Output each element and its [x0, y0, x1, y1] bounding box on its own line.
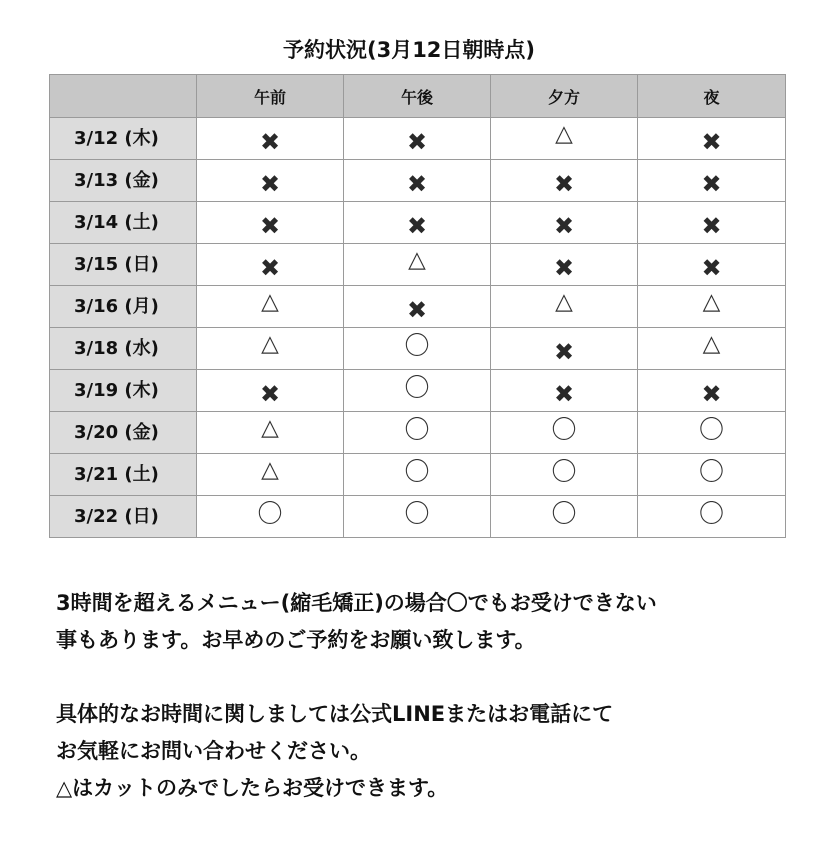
availability-mark: 〇 [404, 331, 430, 360]
date-cell: 3/14 (土) [50, 202, 197, 244]
date-cell: 3/16 (月) [50, 286, 197, 328]
slot-cell [344, 454, 491, 496]
availability-mark: 〇 [257, 499, 283, 528]
page-title: 予約状況(3月12日朝時点) [282, 38, 536, 62]
slot-cell [197, 118, 344, 160]
table-row [50, 454, 786, 496]
availability-mark: ✖ [406, 169, 428, 198]
slot-cell [344, 496, 491, 538]
availability-mark: 〇 [698, 499, 724, 528]
table-row [50, 118, 786, 160]
availability-mark: △ [702, 289, 721, 315]
availability-mark: 〇 [551, 499, 577, 528]
availability-mark: 〇 [404, 457, 430, 486]
table-row [50, 496, 786, 538]
note-line: 具体的なお時間に関しましては公式LINEまたはお電話にて [56, 702, 614, 726]
slot-cell [344, 370, 491, 412]
availability-mark: ✖ [701, 253, 722, 282]
date-cell: 3/19 (木) [50, 370, 197, 412]
slot-cell [491, 496, 638, 538]
slot-cell [638, 160, 786, 202]
slot-cell [491, 454, 638, 496]
slot-cell [344, 328, 491, 370]
slot-cell [491, 244, 638, 286]
availability-mark: ✖ [259, 379, 281, 408]
availability-mark: △ [702, 331, 721, 357]
availability-mark: ✖ [553, 211, 575, 240]
slot-cell [344, 202, 491, 244]
availability-mark: ✖ [701, 379, 722, 408]
date-cell: 3/21 (土) [50, 454, 197, 496]
availability-mark: 〇 [404, 373, 430, 402]
availability-mark: ✖ [259, 211, 281, 240]
date-cell: 3/15 (日) [50, 244, 197, 286]
slot-cell [491, 370, 638, 412]
slot-cell [638, 370, 786, 412]
slot-cell [344, 412, 491, 454]
header-cell-morning: 午前 [197, 75, 344, 118]
slot-cell [344, 244, 491, 286]
table-row [50, 244, 786, 286]
availability-mark: 〇 [551, 415, 577, 444]
note-line: お気軽にお問い合わせください。 [56, 739, 371, 763]
slot-cell [491, 286, 638, 328]
availability-mark: ✖ [406, 295, 428, 324]
slot-cell [197, 454, 344, 496]
table-row [50, 286, 786, 328]
slot-cell [197, 412, 344, 454]
availability-mark: ✖ [553, 337, 575, 366]
slot-cell [638, 202, 786, 244]
date-cell: 3/13 (金) [50, 160, 197, 202]
date-cell: 3/18 (水) [50, 328, 197, 370]
slot-cell [638, 328, 786, 370]
availability-mark: 〇 [551, 457, 577, 486]
slot-cell [344, 286, 491, 328]
notes-block [56, 585, 796, 807]
availability-mark: △ [261, 457, 279, 483]
table-row [50, 370, 786, 412]
availability-mark: ✖ [259, 169, 281, 198]
availability-mark: ✖ [701, 169, 722, 198]
availability-mark: △ [555, 121, 573, 147]
availability-mark: ✖ [553, 253, 575, 282]
header-cell-afternoon: 午後 [344, 75, 491, 118]
slot-cell [197, 328, 344, 370]
date-cell: 3/22 (日) [50, 496, 197, 538]
slot-cell [344, 160, 491, 202]
header-row [50, 75, 786, 118]
availability-mark: ✖ [553, 379, 575, 408]
slot-cell [638, 244, 786, 286]
table-row [50, 202, 786, 244]
slot-cell [197, 202, 344, 244]
table-row [50, 160, 786, 202]
availability-mark: 〇 [698, 457, 724, 486]
slot-cell [638, 412, 786, 454]
slot-cell [197, 370, 344, 412]
slot-cell [197, 244, 344, 286]
table-row [50, 328, 786, 370]
availability-mark: △ [261, 331, 279, 357]
slot-cell [491, 412, 638, 454]
slot-cell [638, 454, 786, 496]
availability-mark: ✖ [701, 211, 722, 240]
availability-mark: 〇 [404, 415, 430, 444]
slot-cell [197, 496, 344, 538]
date-cell: 3/12 (木) [50, 118, 197, 160]
availability-mark: ✖ [259, 253, 281, 282]
header-cell-night: 夜 [638, 75, 786, 118]
slot-cell [344, 118, 491, 160]
availability-mark: △ [555, 289, 573, 315]
slot-cell [638, 286, 786, 328]
slot-cell [491, 160, 638, 202]
reservation-table [49, 74, 786, 538]
availability-mark: ✖ [553, 169, 575, 198]
note-line: △はカットのみでしたらお受けできます。 [56, 776, 449, 800]
slot-cell [491, 202, 638, 244]
slot-cell [491, 118, 638, 160]
note-line: 事もあります。お早めのご予約をお願い致します。 [56, 628, 536, 652]
slot-cell [638, 118, 786, 160]
note-line: 3時間を超えるメニュー(縮毛矯正)の場合〇でもお受けできない [56, 591, 657, 615]
table-row [50, 412, 786, 454]
availability-mark: ✖ [259, 127, 281, 156]
slot-cell [197, 160, 344, 202]
availability-mark: ✖ [406, 127, 428, 156]
availability-mark: 〇 [404, 499, 430, 528]
availability-mark: △ [408, 247, 426, 273]
date-cell: 3/20 (金) [50, 412, 197, 454]
availability-mark: △ [261, 415, 279, 441]
availability-mark: ✖ [701, 127, 722, 156]
header-cell-corner [50, 75, 197, 118]
header-cell-evening: 夕方 [491, 75, 638, 118]
slot-cell [491, 328, 638, 370]
availability-mark: △ [261, 289, 279, 315]
availability-mark: 〇 [698, 415, 724, 444]
slot-cell [197, 286, 344, 328]
slot-cell [638, 496, 786, 538]
availability-mark: ✖ [406, 211, 428, 240]
